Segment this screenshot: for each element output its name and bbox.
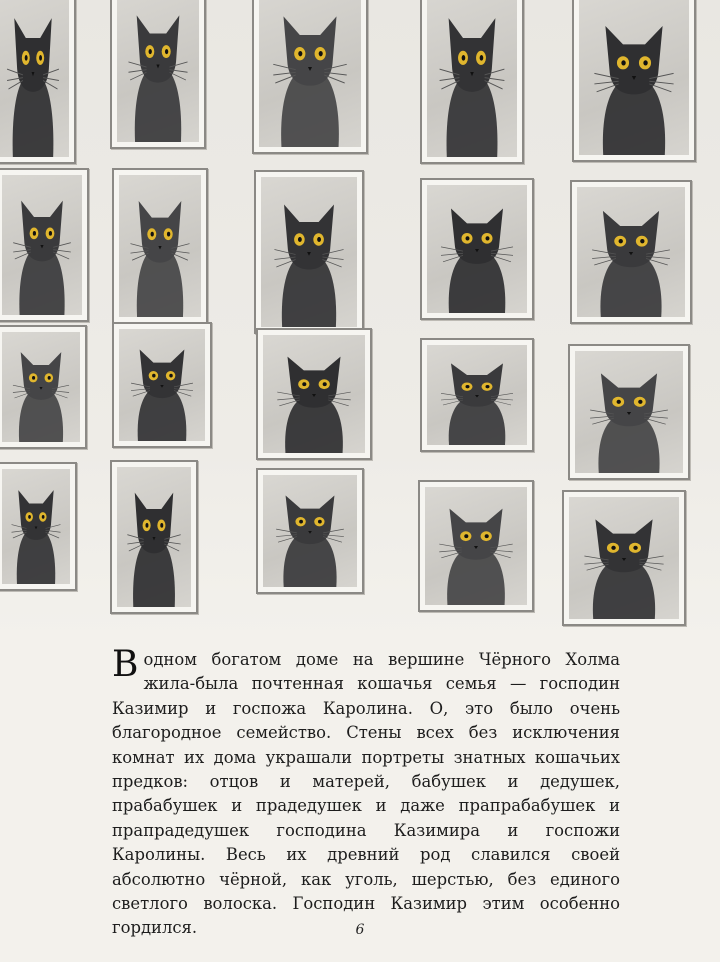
black-cat-portrait: [117, 467, 191, 607]
cat-portrait-frame: [252, 0, 368, 154]
black-cat-portrait: [2, 175, 82, 315]
black-cat-portrait: [259, 0, 361, 147]
black-cat-portrait: [575, 351, 683, 473]
cat-portrait-frame: [420, 338, 534, 452]
cat-portrait-frame: [256, 328, 372, 460]
cat-portrait-frame: [0, 168, 89, 322]
black-cat-portrait: [569, 497, 679, 619]
black-cat-portrait: [577, 187, 685, 317]
cat-portrait-frame: [0, 325, 87, 449]
story-text: одном богатом доме на вершине Чёрного Холма жила-была почтенная кошачья семья — господин Казимир и госпожа Каролина. О, это было очень благородное семейство. Стены всех без исключения комнат их дома украшали портреты знатных кошачьих предков: отцов и матерей, бабушек и дедушек, прабабушек и прадедушек и даже прапрабабушек и прапрадедушек господина Казимира и госпожи Каролины. Весь их древний род славился своей абсолютно чёрной, как уголь, шерстью, без единого светлого волоска. Господин Казимир этим особенно гордился.: [112, 650, 620, 938]
black-cat-portrait: [0, 0, 69, 157]
black-cat-portrait: [261, 177, 357, 327]
cat-portrait-frame: [256, 468, 364, 594]
cat-portrait-frame: [112, 322, 212, 448]
drop-cap-letter: В: [112, 644, 139, 685]
black-cat-portrait: [427, 345, 527, 445]
cat-portrait-frame: [420, 178, 534, 320]
cat-portrait-frame: [254, 170, 364, 334]
black-cat-portrait: [427, 0, 517, 157]
black-cat-portrait: [119, 175, 201, 317]
black-cat-portrait: [119, 329, 205, 441]
black-cat-portrait: [117, 0, 199, 142]
black-cat-portrait: [427, 185, 527, 313]
cat-portrait-frame: [568, 344, 690, 480]
black-cat-portrait: [2, 332, 80, 442]
black-cat-portrait: [425, 487, 527, 605]
cat-portrait-frame: [562, 490, 686, 626]
cat-portrait-frame: [418, 480, 534, 612]
cat-portrait-frame: [570, 180, 692, 324]
cat-portrait-frame: [572, 0, 696, 162]
cat-portrait-frame: [0, 462, 77, 591]
black-cat-portrait: [579, 0, 689, 155]
cat-portrait-frame: [420, 0, 524, 164]
cat-portrait-frame: [110, 460, 198, 614]
cat-portrait-frame: [0, 0, 76, 164]
black-cat-portrait: [263, 475, 357, 587]
black-cat-portrait: [263, 335, 365, 453]
cat-portrait-frame: [112, 168, 208, 324]
story-paragraph: [112, 644, 620, 941]
cat-portrait-frame: [110, 0, 206, 149]
black-cat-portrait: [2, 469, 70, 584]
page-number: 6: [355, 922, 365, 938]
